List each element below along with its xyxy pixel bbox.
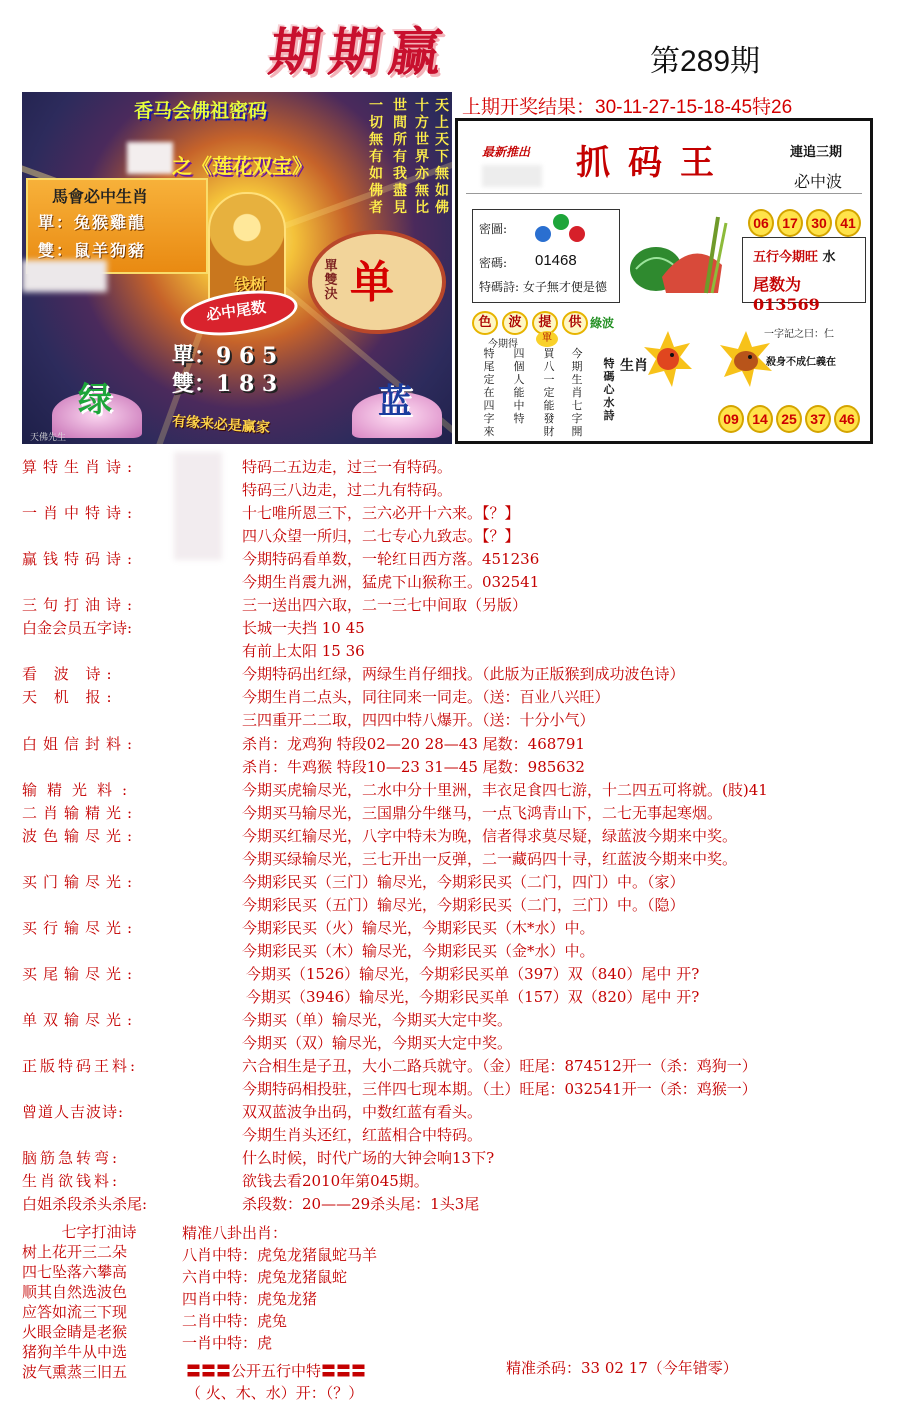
- page-title: 期期赢: [265, 22, 454, 83]
- row-label: 白金会员五字诗:: [22, 619, 133, 637]
- tail-oval-text: 必中尾数: [205, 297, 268, 325]
- code-value: 01468: [535, 252, 577, 269]
- last-result: 上期开奖结果：30-11-27-15-18-45特26: [462, 97, 793, 118]
- row-label: 输精光料:: [22, 781, 138, 799]
- today-bubble: 單: [536, 331, 558, 347]
- number-ball: 41: [835, 209, 861, 237]
- doggerel-poem: [22, 1222, 162, 1382]
- row-label: 三句打油诗:: [22, 596, 139, 614]
- artist-signature: 天佛先生: [30, 433, 67, 443]
- number-ball: 37: [805, 405, 831, 433]
- poem-line: 应答如流三下现: [22, 1303, 128, 1321]
- side-verse-4: 一切無有如佛者: [369, 98, 383, 216]
- new-label: 最新推出: [482, 145, 531, 159]
- panel-title: 抓码王: [576, 143, 732, 183]
- row-label: 一肖中特诗:: [22, 504, 139, 522]
- top-ball-row: [748, 209, 861, 237]
- row-line: 今期买绿输尽光，三七开出一反弹，二一藏码四十寻，红蓝波今期来中奖。: [242, 850, 738, 868]
- divider: [466, 193, 862, 194]
- row-line: 今期彩民买（火）输尽光，今期彩民买（木*水）中。: [242, 919, 595, 937]
- vertical-clue: 今期生肖七字開: [571, 347, 583, 438]
- bagua-line: 一肖中特：虎: [182, 1334, 273, 1352]
- number-ball: 25: [776, 405, 802, 433]
- row-line: 今期买虎输尽光，二水中分十里洲，丰衣足食四七游，十二四五可将就。(肢)41: [242, 781, 768, 799]
- row-line: 三四重开二二取，四四中特八爆开。（送：十分小气）: [242, 711, 595, 729]
- kill-code: 精准杀码：33 02 17（今年错零）: [506, 1359, 738, 1377]
- wave-char: 波: [502, 311, 528, 335]
- ball-icon: [553, 214, 569, 230]
- row-label: 算特生肖诗:: [22, 458, 139, 476]
- number-ball: 30: [806, 209, 832, 237]
- side-verse-1: 天上天下無如佛: [435, 98, 449, 216]
- poster-slogan: 有缘来必是赢家: [171, 413, 271, 437]
- row-line: 杀肖：牛鸡猴 特段10—23 31—45 尾数：985632: [242, 758, 585, 776]
- tail-value: 013569: [753, 295, 820, 314]
- green-word: 绿: [78, 380, 112, 420]
- even-line: 雙：1 8 3: [172, 371, 278, 397]
- row-line: 今期彩民买（木）输尽光，今期彩民买（金*水）中。: [242, 942, 595, 960]
- secret-image-label: 密圖:: [479, 222, 508, 236]
- poem-line: 顺其自然选波色: [22, 1283, 128, 1301]
- row-label: 赢钱特码诗:: [22, 550, 139, 568]
- side-verse-3: 世間所有我盡見: [393, 98, 407, 216]
- number-ball: 06: [748, 209, 774, 237]
- odd-even-cloud: [308, 230, 446, 334]
- row-line: 有前上太阳 15 36: [242, 642, 365, 660]
- vertical-clue: 特尾定在四字來: [483, 347, 495, 438]
- bagua-list: [182, 1222, 377, 1354]
- rooster-icon: [642, 329, 694, 389]
- vertical-clue: 買八一定能發財: [543, 347, 555, 438]
- bagua-line: 八肖中特：虎兔龙猪鼠蛇马羊: [182, 1246, 378, 1264]
- today-label: 今期得: [488, 339, 518, 350]
- number-ball: 17: [777, 209, 803, 237]
- row-line: 今期特码看单数，一轮红日西方落。451236: [242, 550, 540, 568]
- one-char-label: 一字記之曰：仁: [764, 329, 834, 340]
- row-line: 今期生肖二点头，同往同来一同走。（送：百业八兴旺）: [242, 688, 610, 706]
- wave-char: 供: [562, 311, 588, 335]
- bagua-line: 二肖中特：虎兔: [182, 1312, 288, 1330]
- row-line: 今期特码出红绿，两绿生肖仔细找。（此版为正版猴到成功波色诗）: [242, 665, 685, 683]
- cloud-label: 單雙決: [324, 259, 338, 302]
- row-label: 单双输尽光:: [22, 1011, 139, 1029]
- poem-title: 七字打油诗: [61, 1223, 137, 1241]
- row-line: 长城一夫挡 10 45: [242, 619, 365, 637]
- row-line: 今期买（3946）输尽光，今期彩民买单（157）双（820）尾中 开?: [246, 988, 700, 1006]
- poster-subtitle: 之《莲花双宝》: [172, 154, 312, 178]
- must-wave: 必中波: [794, 172, 843, 191]
- row-line: 什么时候，时代广场的大钟会响13下?: [242, 1149, 495, 1167]
- row-label: 白姐杀段杀头杀尾:: [22, 1195, 148, 1213]
- wuxing-label: 五行今期旺: [753, 250, 819, 265]
- vertical-clue: 四個人能中特: [513, 347, 525, 425]
- code-king-panel: [455, 118, 873, 444]
- side-verse-2: 十方世界亦無比: [415, 98, 429, 216]
- number-ball: 46: [834, 405, 860, 433]
- ball-icon: [569, 226, 585, 242]
- code-label: 密碼:: [479, 256, 508, 270]
- row-line: 今期彩民买（五门）输尽光，今期彩民买（二门，三门）中。（隐）: [242, 896, 685, 914]
- row-line: 双双蓝波争出码，中数红蓝有看头。: [242, 1103, 483, 1121]
- row-line: 六合相生是子丑，大小二路兵就守。（金）旺尾：874512开一（杀：鸡狗一）: [242, 1057, 757, 1075]
- row-label: 波色输尽光:: [22, 827, 139, 845]
- cloud-big-char: 单: [350, 257, 394, 308]
- poem-line: 火眼金睛是老猴: [22, 1323, 128, 1341]
- number-ball: 09: [718, 405, 744, 433]
- special-poem: 特碼詩: 女子無才便是德: [479, 280, 607, 294]
- blue-word: 蓝: [378, 382, 412, 422]
- row-line: 十七唯所恩三下，三六必开十六来。【？】: [242, 504, 520, 522]
- zodiac-heading: 馬會必中生肖: [52, 187, 149, 206]
- one-char-poem: 殺身不成仁義在: [766, 357, 836, 368]
- issue-number: 第289期: [650, 45, 761, 78]
- row-line: 三一送出四六取，二一三七中间取（另版）: [242, 596, 528, 614]
- wuxing-value: 水: [822, 250, 836, 265]
- odd-line: 單：9 6 5: [172, 343, 278, 369]
- ball-icon: [535, 226, 551, 242]
- row-line: 欲钱去看2010年第045期。: [242, 1172, 429, 1190]
- tail-line: [753, 272, 865, 314]
- row-label: 二肖输精光:: [22, 804, 139, 822]
- row-label: 白姐信封料:: [22, 735, 139, 753]
- money-tree-label: 钱树: [234, 275, 267, 294]
- blurred-mark: [127, 142, 173, 174]
- buddha-poster: [22, 92, 452, 444]
- row-label: 曾道人吉波诗:: [22, 1103, 125, 1121]
- odd-even-numbers: [172, 342, 277, 398]
- poem-line: 猪狗羊牛从中选: [22, 1343, 128, 1361]
- watermelon-illustration: [622, 207, 732, 299]
- blurred-mark: [482, 165, 542, 187]
- row-label: 生肖欲钱料:: [22, 1172, 121, 1190]
- row-label: 买门输尽光:: [22, 873, 139, 891]
- blurred-mark: [22, 260, 107, 292]
- wuxing-open-title: 〓〓〓公开五行中特〓〓〓: [186, 1362, 367, 1380]
- row-line: 今期彩民买（三门）输尽光，今期彩民买（二门，四门）中。（家）: [242, 873, 685, 891]
- poem-line: 四七坠落六攀高: [22, 1263, 128, 1281]
- row-line: 今期买马输尽光，三国鼎分牛继马，一点飞鸿青山下，二七无事起寒烟。: [242, 804, 723, 822]
- row-label: 天 机 报:: [22, 688, 118, 706]
- wave-char: 色: [472, 311, 498, 335]
- poem-line: 波气熏蒸三旧五: [22, 1363, 128, 1381]
- row-line: 今期特码相投驻，三伴四七现本期。（土）旺尾：032541开一（杀：鸡猴一）: [242, 1080, 757, 1098]
- bottom-ball-row: [718, 405, 860, 433]
- wuxing-box: [742, 237, 866, 314]
- row-line: 今期买红输尽光，八字中特未为晚，信者得求莫尽疑，绿蓝波今期来中奖。: [242, 827, 738, 845]
- zodiac-single: 單：兔猴雞龍: [38, 213, 147, 232]
- row-line: 特码二五边走，过三一有特码。: [242, 458, 453, 476]
- poster-title: 香马会佛祖密码: [134, 100, 268, 122]
- blurred-mark: [174, 452, 222, 560]
- row-line: 杀段数：20——29杀头尾：1头3尾: [242, 1195, 480, 1213]
- row-line: 今期买（1526）输尽光，今期彩民买单（397）双（840）尾中 开?: [246, 965, 700, 983]
- row-line: 今期买（单）输尽光，今期买大定中奖。: [242, 1011, 513, 1029]
- special-poem-vertical: 特碼心水詩: [603, 357, 615, 422]
- row-line: 今期生肖震九洲，猛虎下山猴称王。032541: [242, 573, 540, 591]
- number-ball: 14: [747, 405, 773, 433]
- row-label: 正版特码王料:: [22, 1057, 139, 1075]
- shengxiao-label: 生肖: [620, 358, 648, 374]
- row-label: 看 波 诗:: [22, 665, 118, 683]
- row-line: 特码三八边走，过二九有特码。: [242, 481, 453, 499]
- row-label: 脑筋急转弯:: [22, 1149, 121, 1167]
- row-line: 今期生肖头还红，红蓝相合中特码。: [242, 1126, 483, 1144]
- bagua-line: 六肖中特：虎兔龙猪鼠蛇: [182, 1268, 348, 1286]
- poem-line: 树上花开三二朵: [22, 1243, 128, 1261]
- wuxing-line: [753, 246, 836, 265]
- row-label: 买尾输尽光:: [22, 965, 139, 983]
- chase-label: 連追三期: [790, 145, 843, 160]
- row-label: 买行输尽光:: [22, 919, 139, 937]
- row-line: 四八众望一所归，二七专心九致志。【？】: [242, 527, 520, 545]
- tail-label: 尾数为: [753, 275, 802, 294]
- wave-row: [472, 311, 588, 335]
- row-line: 今期买（双）输尽光，今期买大定中奖。: [242, 1034, 513, 1052]
- bagua-line: 四肖中特：虎兔龙猪: [182, 1290, 318, 1308]
- bagua-title: 精准八卦出肖：: [182, 1224, 288, 1242]
- wave-char: 提: [532, 311, 558, 335]
- secret-box: [472, 209, 620, 303]
- zodiac-double: 雙：鼠羊狗豬: [38, 241, 147, 260]
- row-line: 杀肖：龙鸡狗 特段02—20 28—43 尾数：468791: [242, 735, 585, 753]
- wuxing-open-line: （ 火、木、水）开：（？）: [186, 1384, 364, 1402]
- wave-green: 綠波: [590, 316, 615, 330]
